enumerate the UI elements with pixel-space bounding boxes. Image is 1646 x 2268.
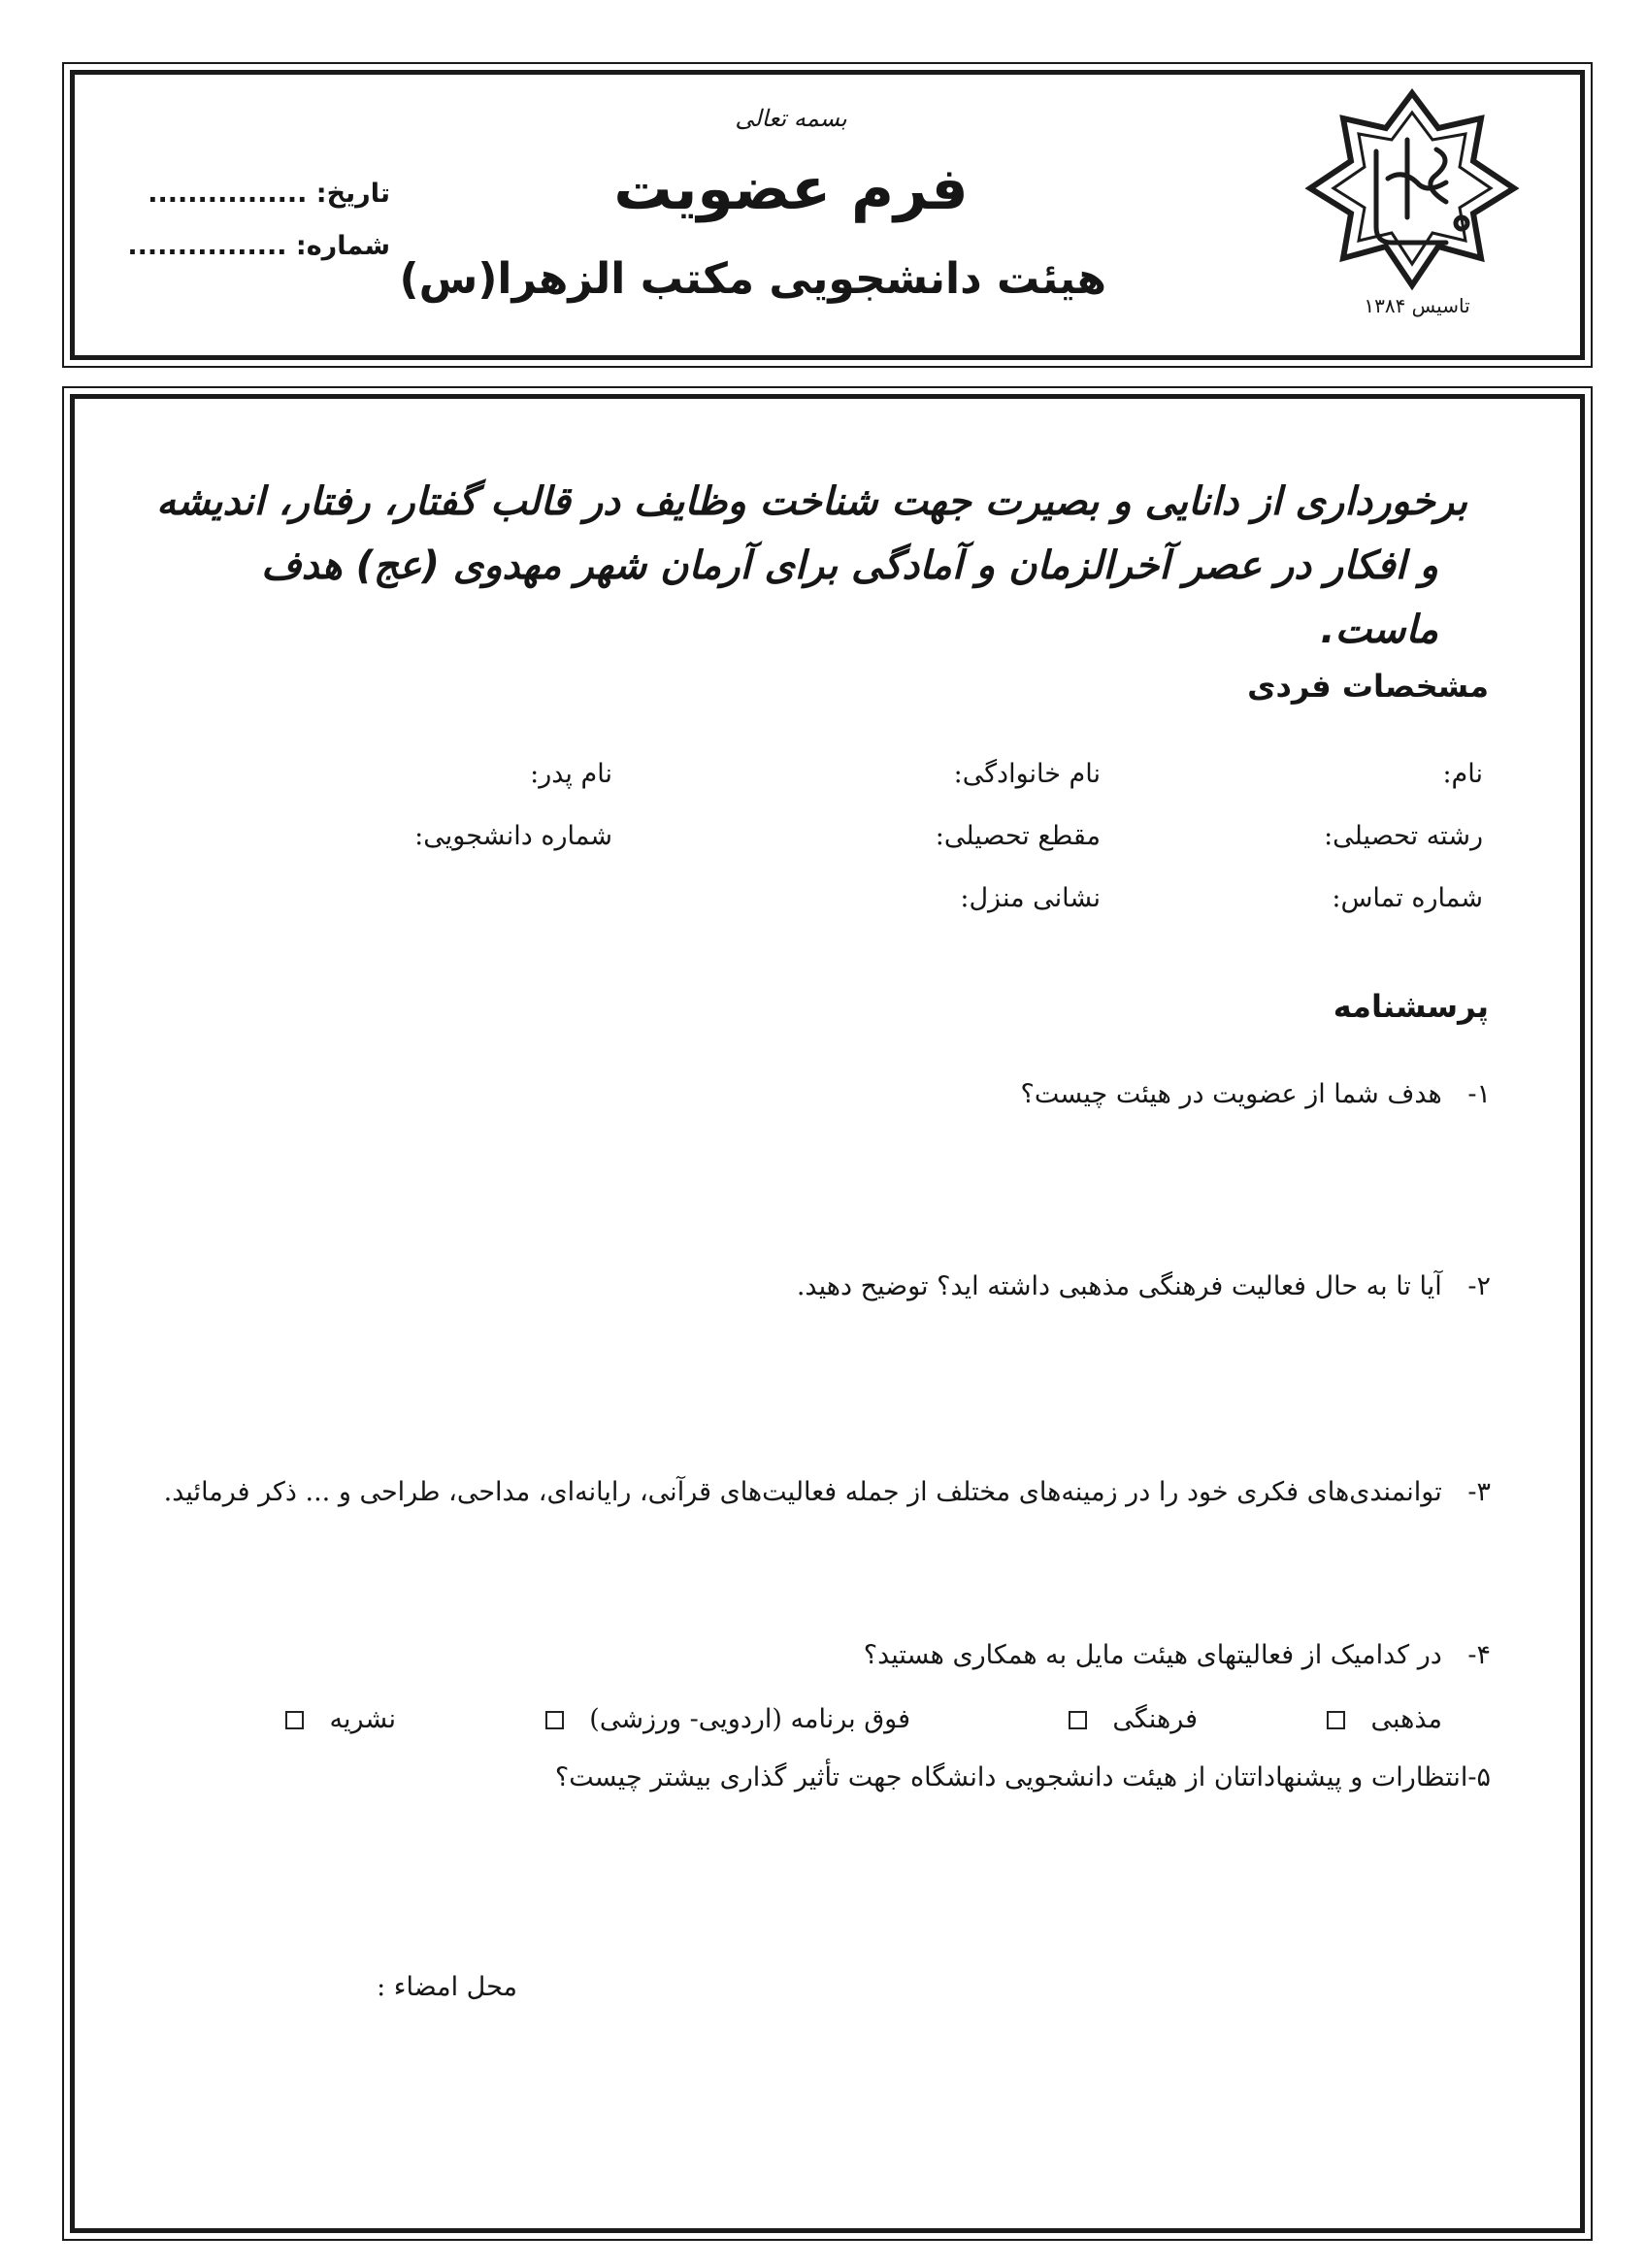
option-extracurricular-label: فوق برنامه (اردویی- ورزشی) <box>589 1704 910 1734</box>
address-field[interactable]: نشانی منزل: <box>960 883 1101 913</box>
option-cultural[interactable] <box>1069 1704 1198 1734</box>
question-1-text: هدف شما از عضویت در هیئت چیست؟ <box>1020 1079 1442 1109</box>
father-name-field[interactable]: نام پدر: <box>530 759 612 789</box>
option-cultural-label: فرهنگی <box>1112 1704 1198 1734</box>
question-4 <box>864 1640 1491 1670</box>
question-2-number: ۲- <box>1467 1271 1491 1301</box>
checkbox-icon[interactable] <box>1327 1711 1345 1729</box>
question-2-text: آیا تا به حال فعالیت فرهنگی مذهبی داشته اید؟ توضیح دهید. <box>796 1271 1442 1301</box>
question-3-number: ۳- <box>1467 1477 1491 1507</box>
field-of-study-field[interactable]: رشته تحصیلی: <box>1324 821 1483 851</box>
family-name-field[interactable]: نام خانوادگی: <box>953 759 1101 789</box>
question-1-number: ۱- <box>1467 1079 1491 1109</box>
question-4-number: ۴- <box>1467 1640 1491 1670</box>
phone-field[interactable]: شماره تماس: <box>1332 883 1483 913</box>
personal-heading: مشخصات فردی <box>1247 668 1489 705</box>
question-1 <box>1020 1079 1491 1109</box>
checkbox-icon[interactable] <box>285 1711 304 1729</box>
logo-graphic <box>1291 82 1533 305</box>
option-religious[interactable] <box>1327 1704 1442 1734</box>
form-subtitle: هیئت دانشجویی مکتب الزهرا(س) <box>399 254 1106 304</box>
name-field[interactable]: نام: <box>1442 759 1483 789</box>
number-label: شماره: <box>295 231 390 261</box>
option-publication[interactable] <box>285 1704 396 1734</box>
intro-line-1: برخورداری از دانایی و بصیرت جهت شناخت وظایف در قالب گفتار، رفتار، اندیشه <box>156 479 1467 524</box>
option-extracurricular[interactable] <box>545 1704 910 1734</box>
founded-text: تاسیس ۱۳۸۴ <box>1364 294 1470 317</box>
date-label: تاریخ: <box>315 179 390 209</box>
signature-field[interactable]: محل امضاء : <box>377 1972 517 2002</box>
question-3-text: توانمندی‌های فکری خود را در زمینه‌های مختلف از جمله فعالیت‌های قرآنی، رایانه‌ای، مداحی، طراحی و ... ذکر فرمائید. <box>163 1477 1442 1507</box>
date-blank: ................ <box>148 179 308 209</box>
number-blank: ................ <box>127 231 287 261</box>
student-number-field[interactable]: شماره دانشجویی: <box>414 821 612 851</box>
intro-line-2: و افکار در عصر آخرالزمان و آمادگی برای آرمان شهر مهدوی (عج) هدف ماست. <box>261 543 1438 652</box>
bismillah: بسمه تعالی <box>735 105 847 132</box>
checkbox-icon[interactable] <box>1069 1711 1087 1729</box>
degree-field[interactable]: مقطع تحصیلی: <box>935 821 1101 851</box>
date-field[interactable] <box>148 179 390 209</box>
intro-statement <box>148 470 1467 662</box>
question-3 <box>164 1477 1491 1507</box>
questionnaire-heading: پرسشنامه <box>1333 988 1489 1025</box>
question-5: ۵-انتظارات و پیشنهاداتتان از هیئت دانشجویی دانشگاه جهت تأثیر گذاری بیشتر چیست؟ <box>554 1762 1491 1792</box>
form-title: فرم عضویت <box>613 155 969 223</box>
checkbox-icon[interactable] <box>545 1711 564 1729</box>
question-2 <box>797 1271 1491 1301</box>
number-field[interactable] <box>127 231 390 261</box>
option-publication-label: نشریه <box>329 1704 396 1734</box>
question-4-text: در کدامیک از فعالیتهای هیئت مایل به همکاری هستید؟ <box>863 1640 1442 1670</box>
option-religious-label: مذهبی <box>1370 1704 1442 1734</box>
